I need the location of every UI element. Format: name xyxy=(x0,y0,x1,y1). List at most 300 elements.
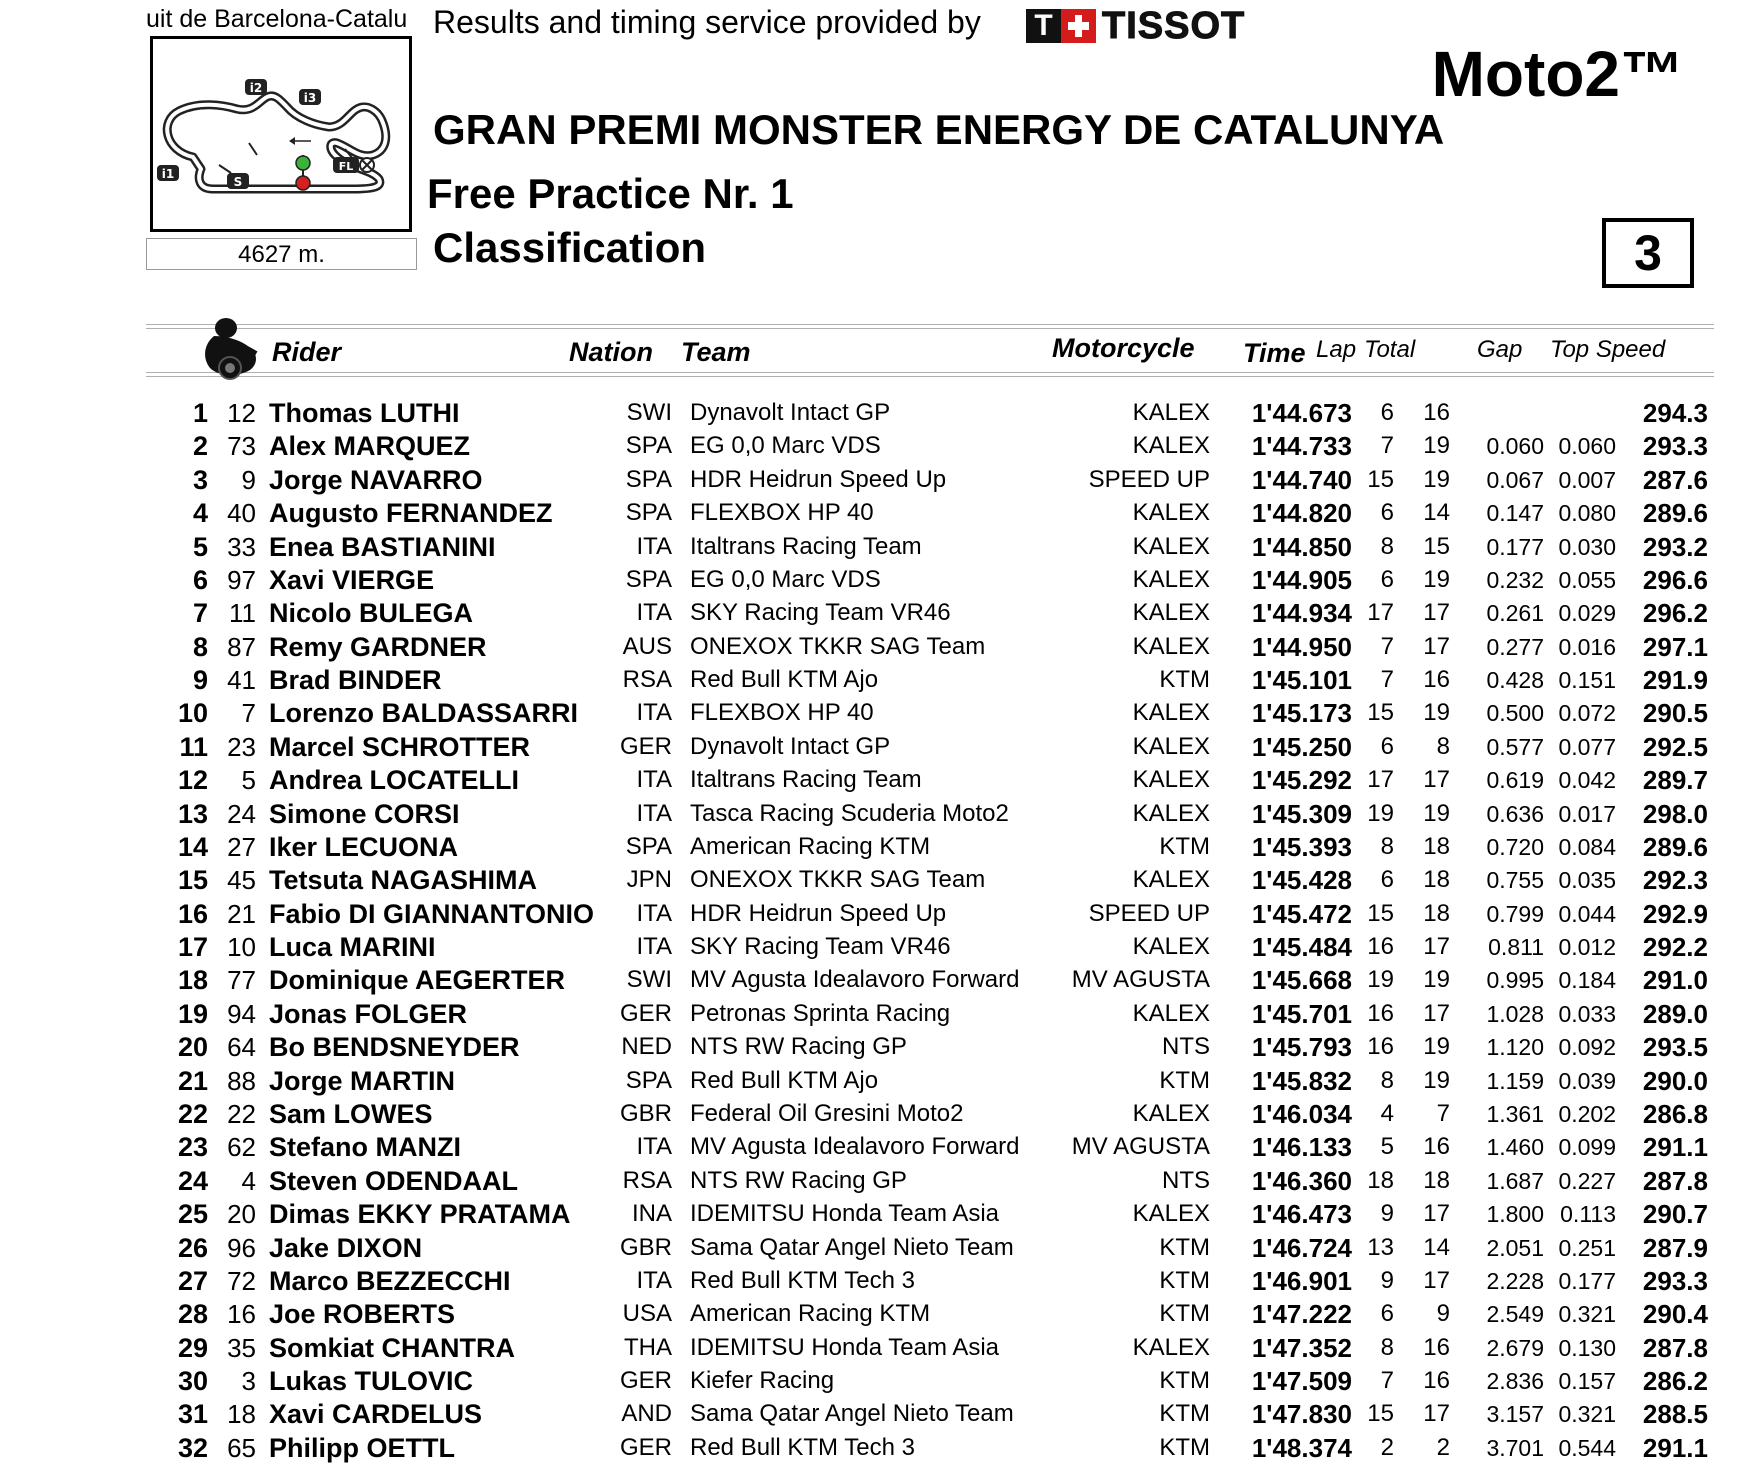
best-time: 1'45.428 xyxy=(1251,865,1352,895)
position: 13 xyxy=(177,799,208,829)
best-time: 1'45.668 xyxy=(1251,965,1352,995)
position: 32 xyxy=(177,1433,208,1463)
table-row xyxy=(0,797,1764,831)
rider-number: 22 xyxy=(227,1099,256,1129)
position: 25 xyxy=(177,1199,208,1229)
team-name: Red Bull KTM Tech 3 xyxy=(690,1267,915,1294)
svg-text:FL: FL xyxy=(338,160,354,173)
table-row xyxy=(0,963,1764,997)
header-rule-bottom-2 xyxy=(146,376,1714,377)
best-time: 1'45.484 xyxy=(1251,932,1352,962)
gap-to-previous: 0.084 xyxy=(1558,834,1616,860)
table-row xyxy=(0,730,1764,764)
motorcycle: KTM xyxy=(1159,1234,1210,1261)
team-name: FLEXBOX HP 40 xyxy=(690,499,874,526)
best-lap: 19 xyxy=(1367,966,1394,993)
best-time: 1'45.701 xyxy=(1251,999,1352,1029)
best-lap: 16 xyxy=(1367,1000,1394,1027)
total-laps: 16 xyxy=(1423,1334,1450,1361)
gap-to-previous: 0.113 xyxy=(1560,1201,1616,1227)
position: 7 xyxy=(192,598,208,628)
position: 1 xyxy=(192,398,208,428)
position: 9 xyxy=(192,665,208,695)
rider-name: Andrea LOCATELLI xyxy=(269,765,520,795)
gap-to-first: 0.755 xyxy=(1486,867,1544,893)
best-time: 1'47.830 xyxy=(1251,1399,1352,1429)
best-lap: 5 xyxy=(1380,1133,1394,1160)
gap-to-previous: 0.042 xyxy=(1558,767,1616,793)
rider-number: 3 xyxy=(241,1366,256,1396)
best-time: 1'45.101 xyxy=(1251,665,1352,695)
motorcycle: KTM xyxy=(1159,1367,1210,1394)
best-time: 1'47.222 xyxy=(1251,1299,1352,1329)
motorcycle: NTS xyxy=(1162,1167,1210,1194)
position: 17 xyxy=(177,932,208,962)
table-row xyxy=(0,496,1764,530)
timing-provider-text: Results and timing service provided by xyxy=(433,4,981,40)
team-name: SKY Racing Team VR46 xyxy=(690,933,951,960)
gap-to-previous: 0.130 xyxy=(1558,1335,1616,1361)
team-name: ONEXOX TKKR SAG Team xyxy=(690,866,986,893)
rider-name: Thomas LUTHI xyxy=(269,398,460,428)
rider-name: Marcel SCHROTTER xyxy=(269,732,531,762)
best-time: 1'46.034 xyxy=(1251,1099,1352,1129)
rider-name: Jorge NAVARRO xyxy=(269,465,483,495)
total-laps: 8 xyxy=(1436,733,1450,760)
total-laps: 17 xyxy=(1423,1000,1450,1027)
top-speed: 287.9 xyxy=(1642,1233,1708,1263)
circuit-name: uit de Barcelona-Catalu xyxy=(146,5,408,33)
nation: GER xyxy=(619,733,672,760)
table-row xyxy=(0,763,1764,797)
table-row xyxy=(0,1064,1764,1098)
table-row xyxy=(0,563,1764,597)
total-laps: 17 xyxy=(1423,1267,1450,1294)
rider-number: 10 xyxy=(227,932,256,962)
best-time: 1'44.850 xyxy=(1251,532,1352,562)
gap-to-previous: 0.029 xyxy=(1558,600,1616,626)
team-name: American Racing KTM xyxy=(690,1300,931,1327)
best-lap: 7 xyxy=(1380,666,1394,693)
rider-name: Simone CORSI xyxy=(269,799,460,829)
team-name: Sama Qatar Angel Nieto Team xyxy=(690,1234,1014,1261)
best-time: 1'47.352 xyxy=(1251,1333,1352,1363)
rider-name: Sam LOWES xyxy=(269,1099,433,1129)
best-lap: 4 xyxy=(1380,1100,1394,1127)
rider-number: 45 xyxy=(227,865,256,895)
gap-to-previous: 0.060 xyxy=(1558,433,1616,459)
rider-name: Marco BEZZECCHI xyxy=(269,1266,511,1296)
team-name: HDR Heidrun Speed Up xyxy=(690,466,947,493)
gap-to-previous: 0.099 xyxy=(1558,1134,1616,1160)
rider-number: 62 xyxy=(227,1132,256,1162)
page-number: 3 xyxy=(1602,218,1694,288)
gap-to-first: 1.687 xyxy=(1486,1168,1544,1194)
best-lap: 16 xyxy=(1367,1033,1394,1060)
total-laps: 19 xyxy=(1423,699,1450,726)
motorcycle: KALEX xyxy=(1132,499,1210,526)
gap-to-previous: 0.077 xyxy=(1558,734,1616,760)
gap-to-first: 0.636 xyxy=(1486,801,1544,827)
gap-to-first: 0.147 xyxy=(1486,500,1544,526)
rider-number: 27 xyxy=(227,832,256,862)
nation: ITA xyxy=(636,766,672,793)
rider-name: Lukas TULOVIC xyxy=(269,1366,474,1396)
best-time: 1'44.820 xyxy=(1251,498,1352,528)
top-speed: 288.5 xyxy=(1642,1399,1708,1429)
total-laps: 16 xyxy=(1423,399,1450,426)
motorcycle: KALEX xyxy=(1132,566,1210,593)
team-name: MV Agusta Idealavoro Forward xyxy=(690,1133,1020,1160)
rider-name: Bo BENDSNEYDER xyxy=(269,1032,520,1062)
column-header-lap: Lap xyxy=(1316,336,1357,363)
start-lights-icon xyxy=(296,155,310,190)
motorcycle: KALEX xyxy=(1132,633,1210,660)
rider-name: Lorenzo BALDASSARRI xyxy=(269,698,578,728)
sector-2-marker xyxy=(245,79,267,95)
best-lap: 8 xyxy=(1380,533,1394,560)
motorcycle-rider-icon xyxy=(200,314,264,382)
total-laps: 18 xyxy=(1423,833,1450,860)
nation: SPA xyxy=(625,833,672,860)
nation: ITA xyxy=(636,599,672,626)
position: 4 xyxy=(192,498,208,528)
best-lap: 9 xyxy=(1380,1267,1394,1294)
rider-name: Nicolo BULEGA xyxy=(269,598,474,628)
position: 18 xyxy=(177,965,208,995)
team-name: Petronas Sprinta Racing xyxy=(690,1000,951,1027)
gap-to-previous: 0.055 xyxy=(1558,567,1616,593)
gap-to-first: 1.028 xyxy=(1486,1001,1544,1027)
nation: AUS xyxy=(622,633,672,660)
rider-number: 24 xyxy=(227,799,256,829)
best-time: 1'44.934 xyxy=(1251,598,1352,628)
nation: SPA xyxy=(625,499,672,526)
best-time: 1'46.473 xyxy=(1251,1199,1352,1229)
rider-number: 33 xyxy=(227,532,256,562)
rider-name: Fabio DI GIANNANTONIO xyxy=(269,899,595,929)
rider-name: Jonas FOLGER xyxy=(269,999,468,1029)
total-laps: 19 xyxy=(1423,1067,1450,1094)
total-laps: 9 xyxy=(1436,1300,1450,1327)
position: 6 xyxy=(192,565,208,595)
total-laps: 19 xyxy=(1423,466,1450,493)
team-name: Sama Qatar Angel Nieto Team xyxy=(690,1400,1014,1427)
top-speed: 290.0 xyxy=(1642,1066,1708,1096)
column-header-time: Time xyxy=(1243,338,1306,368)
gap-to-first: 1.159 xyxy=(1486,1068,1544,1094)
table-row xyxy=(0,1431,1764,1465)
total-laps: 17 xyxy=(1423,1400,1450,1427)
gap-to-first: 0.232 xyxy=(1486,567,1544,593)
gap-to-previous: 0.035 xyxy=(1558,867,1616,893)
table-row xyxy=(0,930,1764,964)
gap-to-previous: 0.227 xyxy=(1558,1168,1616,1194)
best-lap: 8 xyxy=(1380,833,1394,860)
motorcycle: KTM xyxy=(1159,1067,1210,1094)
gap-to-previous: 0.016 xyxy=(1558,634,1616,660)
table-row xyxy=(0,997,1764,1031)
nation: THA xyxy=(624,1334,672,1361)
best-lap: 17 xyxy=(1367,766,1394,793)
best-lap: 7 xyxy=(1380,633,1394,660)
rider-name: Tetsuta NAGASHIMA xyxy=(269,865,538,895)
top-speed: 286.8 xyxy=(1642,1099,1708,1129)
best-lap: 6 xyxy=(1380,1300,1394,1327)
gap-to-first: 2.679 xyxy=(1486,1335,1544,1361)
svg-text:i2: i2 xyxy=(249,81,263,95)
best-lap: 6 xyxy=(1380,733,1394,760)
table-row xyxy=(0,463,1764,497)
gap-to-previous: 0.544 xyxy=(1558,1435,1616,1461)
motorcycle: KALEX xyxy=(1132,1334,1210,1361)
gap-to-first: 2.228 xyxy=(1486,1268,1544,1294)
position: 24 xyxy=(177,1166,208,1196)
total-laps: 19 xyxy=(1423,432,1450,459)
best-lap: 17 xyxy=(1367,599,1394,626)
team-name: Italtrans Racing Team xyxy=(690,766,922,793)
gap-to-first: 0.799 xyxy=(1486,901,1544,927)
motorcycle: KALEX xyxy=(1132,866,1210,893)
best-lap: 6 xyxy=(1380,866,1394,893)
team-name: NTS RW Racing GP xyxy=(690,1033,907,1060)
rider-name: Jake DIXON xyxy=(269,1233,423,1263)
best-time: 1'44.950 xyxy=(1251,632,1352,662)
gap-to-first: 0.995 xyxy=(1486,967,1544,993)
table-row xyxy=(0,1197,1764,1231)
motorcycle: KALEX xyxy=(1132,1200,1210,1227)
total-laps: 19 xyxy=(1423,800,1450,827)
gap-to-previous: 0.202 xyxy=(1558,1101,1616,1127)
top-speed: 293.2 xyxy=(1642,532,1708,562)
rider-number: 9 xyxy=(241,465,256,495)
best-lap: 15 xyxy=(1367,699,1394,726)
top-speed: 286.2 xyxy=(1642,1366,1708,1396)
total-laps: 17 xyxy=(1423,933,1450,960)
motorcycle: SPEED UP xyxy=(1088,466,1210,493)
top-speed: 290.4 xyxy=(1642,1299,1708,1329)
gap-to-previous: 0.177 xyxy=(1558,1268,1616,1294)
rider-name: Philipp OETTL xyxy=(269,1433,455,1463)
nation: USA xyxy=(622,1300,672,1327)
best-lap: 2 xyxy=(1380,1434,1394,1461)
gap-to-previous: 0.012 xyxy=(1558,934,1616,960)
rider-name: Xavi CARDELUS xyxy=(269,1399,483,1429)
top-speed: 294.3 xyxy=(1642,398,1708,428)
gap-to-first: 0.261 xyxy=(1486,600,1544,626)
gap-to-first: 3.701 xyxy=(1486,1435,1544,1461)
rider-name: Remy GARDNER xyxy=(269,632,487,662)
table-row xyxy=(0,530,1764,564)
team-name: SKY Racing Team VR46 xyxy=(690,599,951,626)
top-speed: 292.9 xyxy=(1642,899,1708,929)
motorcycle: SPEED UP xyxy=(1088,900,1210,927)
team-name: Red Bull KTM Ajo xyxy=(690,1067,879,1094)
rider-number: 5 xyxy=(241,765,256,795)
rider-number: 77 xyxy=(227,965,256,995)
table-row xyxy=(0,663,1764,697)
best-time: 1'46.360 xyxy=(1251,1166,1352,1196)
best-time: 1'45.832 xyxy=(1251,1066,1352,1096)
best-time: 1'46.133 xyxy=(1251,1132,1352,1162)
team-name: IDEMITSU Honda Team Asia xyxy=(690,1334,1000,1361)
track-map xyxy=(150,36,412,232)
session-title: Free Practice Nr. 1 xyxy=(427,170,794,217)
team-name: Tasca Racing Scuderia Moto2 xyxy=(690,800,1009,827)
position: 23 xyxy=(177,1132,208,1162)
gap-to-previous: 0.321 xyxy=(1558,1301,1616,1327)
rider-name: Luca MARINI xyxy=(269,932,436,962)
motorcycle: KALEX xyxy=(1132,933,1210,960)
best-time: 1'48.374 xyxy=(1251,1433,1352,1463)
position: 8 xyxy=(192,632,208,662)
total-laps: 16 xyxy=(1423,1367,1450,1394)
top-speed: 296.2 xyxy=(1642,598,1708,628)
circuit-layout-icon xyxy=(153,39,409,229)
total-laps: 15 xyxy=(1423,533,1450,560)
column-header-rider: Rider xyxy=(272,337,342,367)
nation: JPN xyxy=(626,866,672,893)
nation: SPA xyxy=(625,1067,672,1094)
header-rule-top xyxy=(146,324,1714,325)
rider-number: 40 xyxy=(227,498,256,528)
position: 28 xyxy=(177,1299,208,1329)
top-speed: 290.7 xyxy=(1642,1199,1708,1229)
rider-number: 65 xyxy=(227,1433,256,1463)
motorcycle: KTM xyxy=(1159,1400,1210,1427)
position: 2 xyxy=(192,431,208,461)
best-time: 1'45.250 xyxy=(1251,732,1352,762)
best-lap: 9 xyxy=(1380,1200,1394,1227)
rider-number: 64 xyxy=(227,1032,256,1062)
top-speed: 291.9 xyxy=(1642,665,1708,695)
track-length: 4627 m. xyxy=(146,238,417,270)
top-speed: 287.8 xyxy=(1642,1333,1708,1363)
total-laps: 16 xyxy=(1423,666,1450,693)
table-row xyxy=(0,1097,1764,1131)
motorcycle: KTM xyxy=(1159,1267,1210,1294)
column-header-gap: Gap xyxy=(1477,336,1523,363)
rider-number: 12 xyxy=(227,398,256,428)
gap-to-first: 1.460 xyxy=(1486,1134,1544,1160)
nation: RSA xyxy=(622,666,672,693)
team-name: MV Agusta Idealavoro Forward xyxy=(690,966,1020,993)
table-row xyxy=(0,429,1764,463)
total-laps: 14 xyxy=(1423,499,1450,526)
total-laps: 18 xyxy=(1423,1167,1450,1194)
top-speed: 287.6 xyxy=(1642,465,1708,495)
gap-to-first: 0.720 xyxy=(1486,834,1544,860)
nation: ITA xyxy=(636,933,672,960)
motorcycle: KALEX xyxy=(1132,800,1210,827)
team-name: FLEXBOX HP 40 xyxy=(690,699,874,726)
gap-to-previous: 0.030 xyxy=(1558,534,1616,560)
rider-number: 11 xyxy=(229,598,256,628)
best-lap: 16 xyxy=(1367,933,1394,960)
top-speed: 298.0 xyxy=(1642,799,1708,829)
position: 22 xyxy=(177,1099,208,1129)
top-speed: 289.7 xyxy=(1642,765,1708,795)
speed-trap-marker xyxy=(227,173,249,189)
total-laps: 17 xyxy=(1423,766,1450,793)
gap-to-first: 0.277 xyxy=(1486,634,1544,660)
best-time: 1'45.793 xyxy=(1251,1032,1352,1062)
top-speed: 289.6 xyxy=(1642,498,1708,528)
table-row xyxy=(0,696,1764,730)
team-name: EG 0,0 Marc VDS xyxy=(690,566,881,593)
top-speed: 291.1 xyxy=(1642,1132,1708,1162)
gap-to-previous: 0.092 xyxy=(1558,1034,1616,1060)
table-row xyxy=(0,396,1764,430)
svg-text:i3: i3 xyxy=(303,91,317,105)
nation: SPA xyxy=(625,466,672,493)
motorcycle: KALEX xyxy=(1132,599,1210,626)
team-name: Red Bull KTM Tech 3 xyxy=(690,1434,915,1461)
rider-name: Joe ROBERTS xyxy=(269,1299,456,1329)
nation: ITA xyxy=(636,1133,672,1160)
position: 3 xyxy=(192,465,208,495)
table-row xyxy=(0,897,1764,931)
gap-to-first: 0.500 xyxy=(1486,700,1544,726)
column-header-top-speed: Top Speed xyxy=(1550,336,1666,363)
motorcycle: KALEX xyxy=(1132,733,1210,760)
team-name: Kiefer Racing xyxy=(690,1367,835,1394)
table-row xyxy=(0,830,1764,864)
best-time: 1'46.724 xyxy=(1251,1233,1352,1263)
table-row xyxy=(0,1030,1764,1064)
gap-to-first: 3.157 xyxy=(1486,1401,1544,1427)
rider-number: 7 xyxy=(241,698,256,728)
nation: INA xyxy=(631,1200,672,1227)
column-header-motorcycle: Motorcycle xyxy=(1052,333,1195,363)
total-laps: 7 xyxy=(1436,1100,1450,1127)
table-row xyxy=(0,1231,1764,1265)
gap-to-first: 1.800 xyxy=(1486,1201,1544,1227)
motorcycle: KALEX xyxy=(1132,432,1210,459)
best-time: 1'44.733 xyxy=(1251,431,1352,461)
gap-to-previous: 0.157 xyxy=(1558,1368,1616,1394)
event-title: GRAN PREMI MONSTER ENERGY DE CATALUNYA xyxy=(433,106,1445,153)
tissot-cross-icon: T xyxy=(1026,9,1096,43)
nation: GER xyxy=(619,1434,672,1461)
motorcycle: KALEX xyxy=(1132,533,1210,560)
best-lap: 13 xyxy=(1367,1234,1394,1261)
svg-text:i1: i1 xyxy=(161,167,175,181)
position: 27 xyxy=(177,1266,208,1296)
best-time: 1'46.901 xyxy=(1251,1266,1352,1296)
total-laps: 17 xyxy=(1423,1200,1450,1227)
nation: RSA xyxy=(622,1167,672,1194)
best-lap: 15 xyxy=(1367,466,1394,493)
nation: GER xyxy=(619,1367,672,1394)
position: 20 xyxy=(177,1032,208,1062)
gap-to-previous: 0.184 xyxy=(1558,967,1616,993)
rider-number: 16 xyxy=(227,1299,256,1329)
rider-number: 4 xyxy=(241,1166,256,1196)
gap-to-first: 0.428 xyxy=(1486,667,1544,693)
tissot-logo: T TISSOT xyxy=(1026,6,1245,46)
rider-number: 88 xyxy=(227,1066,256,1096)
team-name: NTS RW Racing GP xyxy=(690,1167,907,1194)
team-name: Red Bull KTM Ajo xyxy=(690,666,879,693)
rider-name: Xavi VIERGE xyxy=(269,565,435,595)
svg-text:S: S xyxy=(233,175,243,189)
table-row xyxy=(0,1164,1764,1198)
column-header-team: Team xyxy=(681,337,751,367)
nation: ITA xyxy=(636,900,672,927)
top-speed: 297.1 xyxy=(1642,632,1708,662)
team-name: Dynavolt Intact GP xyxy=(690,399,891,426)
